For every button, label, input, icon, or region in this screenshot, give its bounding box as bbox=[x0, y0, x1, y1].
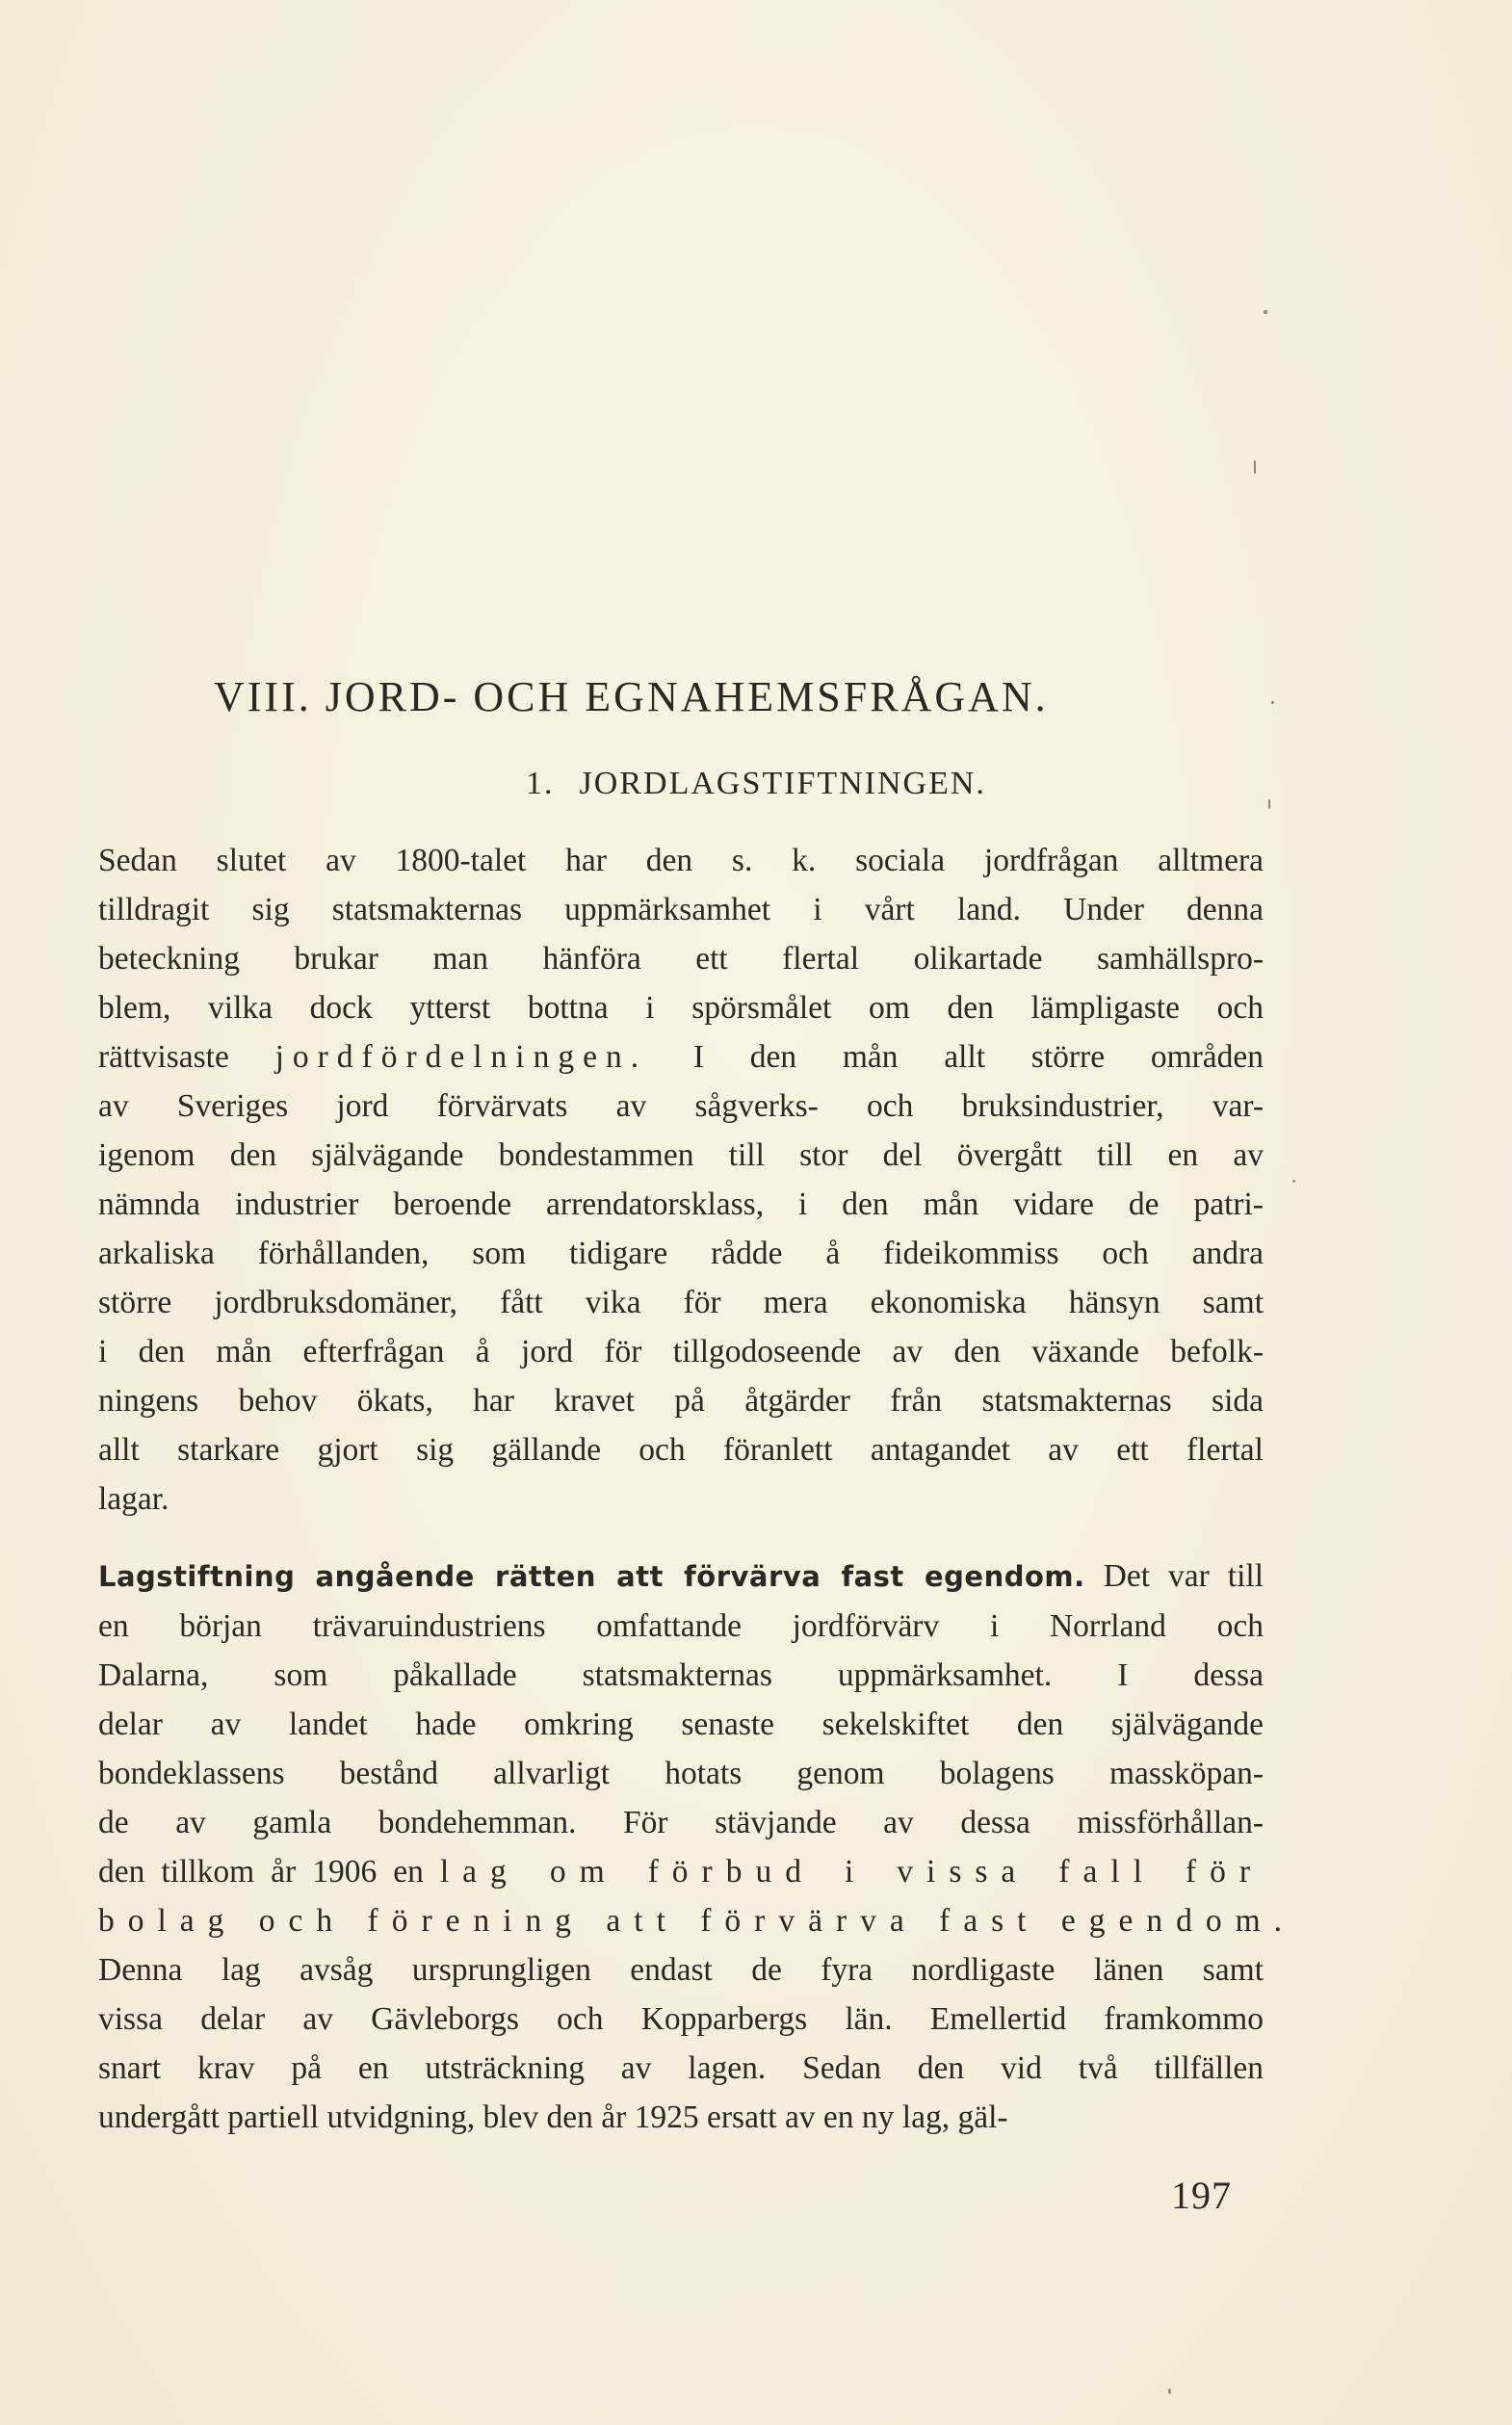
text-line: nämnda industrier beroende arrendatorsklass, i den mån vidare de patri- bbox=[98, 1186, 1264, 1222]
emphasized-line: bolag och förening att förvärva fast egendom. bbox=[98, 1903, 1296, 1939]
text-line bbox=[98, 1847, 1264, 1896]
text-line: ningens behov ökats, har kravet på åtgärder från statsmakternas sida bbox=[98, 1383, 1264, 1419]
paragraph-heading: Lagstiftning angående rätten att förvärva fast egendom. bbox=[98, 1560, 1085, 1593]
body-paragraph-2 bbox=[98, 1551, 1296, 2142]
paper-speck bbox=[1271, 701, 1274, 704]
paper-speck bbox=[1268, 799, 1270, 809]
text-line: bondeklassens bestånd allvarligt hotats genom bolagens massköpan- bbox=[98, 1756, 1264, 1791]
chapter-title: JORD- OCH EGNAHEMSFRÅGAN. bbox=[325, 673, 1049, 720]
section-number: 1. bbox=[526, 766, 555, 801]
text-line: de av gamla bondehemman. För stävjande av dessa missförhållan- bbox=[98, 1805, 1264, 1840]
text-line: vissa delar av Gävleborgs och Kopparbergs län. Emellertid framkommo bbox=[98, 2001, 1264, 2037]
text-line: allt starkare gjort sig gällande och föranlett antagandet av ett flertal bbox=[98, 1432, 1264, 1468]
text-line: blem, vilka dock ytterst bottna i spörsmålet om den lämpligaste och bbox=[98, 990, 1264, 1026]
text-line: snart krav på en utsträckning av lagen. Sedan den vid två tillfällen bbox=[98, 2050, 1264, 2086]
text-line: undergått partiell utvidgning, blev den år 1925 ersatt av en ny lag, gäl- bbox=[98, 2099, 1008, 2135]
text-line: större jordbruksdomäner, fått vika för mera ekonomiska hänsyn samt bbox=[98, 1285, 1264, 1320]
emphasized-term: lag om förbud i vissa fall för bbox=[439, 1854, 1264, 1890]
paper-speck bbox=[1168, 2388, 1171, 2394]
text-line: arkaliska förhållanden, som tidigare rådde å fideikommiss och andra bbox=[98, 1236, 1264, 1271]
text-fragment: rättvisaste bbox=[98, 1039, 229, 1075]
text-line: av Sveriges jord förvärvats av sågverks- och bruksindustrier, var- bbox=[98, 1088, 1264, 1124]
chapter-heading bbox=[214, 672, 1177, 721]
text-line: Sedan slutet av 1800-talet har den s. k. sociala jordfrågan alltmera bbox=[98, 843, 1264, 878]
text-line bbox=[98, 1032, 1264, 1082]
text-fragment: Det var till bbox=[1103, 1558, 1264, 1594]
text-line: delar av landet hade omkring senaste sekelskiftet den självägande bbox=[98, 1707, 1264, 1742]
text-line: en början trävaruindustriens omfattande jordförvärv i Norrland och bbox=[98, 1608, 1264, 1644]
body-paragraph-1 bbox=[98, 836, 1264, 1524]
section-title: JORDLAGSTIFTNINGEN. bbox=[579, 766, 986, 801]
text-line: Dalarna, som påkallade statsmakternas uppmärksamhet. I dessa bbox=[98, 1657, 1264, 1693]
chapter-number: VIII. bbox=[214, 673, 312, 720]
text-line bbox=[98, 1551, 1264, 1602]
emphasized-term: jordfördelningen. bbox=[274, 1039, 648, 1075]
text-line: lagar. bbox=[98, 1481, 169, 1517]
text-line: igenom den självägande bondestammen till stor del övergått till en av bbox=[98, 1137, 1264, 1173]
paper-speck bbox=[1292, 1180, 1295, 1183]
page-number: 197 bbox=[1171, 2174, 1232, 2217]
text-line: tilldragit sig statsmakternas uppmärksamhet i vårt land. Under denna bbox=[98, 892, 1264, 927]
text-line: Denna lag avsåg ursprungligen endast de fyra nordligaste länen samt bbox=[98, 1952, 1264, 1988]
text-fragment: den tillkom år 1906 en bbox=[98, 1854, 424, 1890]
text-fragment: I den mån allt större områden bbox=[692, 1039, 1264, 1075]
paper-speck bbox=[1254, 460, 1256, 474]
paper-speck bbox=[1264, 310, 1267, 314]
section-heading bbox=[0, 766, 1512, 802]
text-line: beteckning brukar man hänföra ett flertal olikartade samhällspro- bbox=[98, 941, 1264, 977]
text-line: i den mån efterfrågan å jord för tillgodoseende av den växande befolk- bbox=[98, 1334, 1264, 1369]
